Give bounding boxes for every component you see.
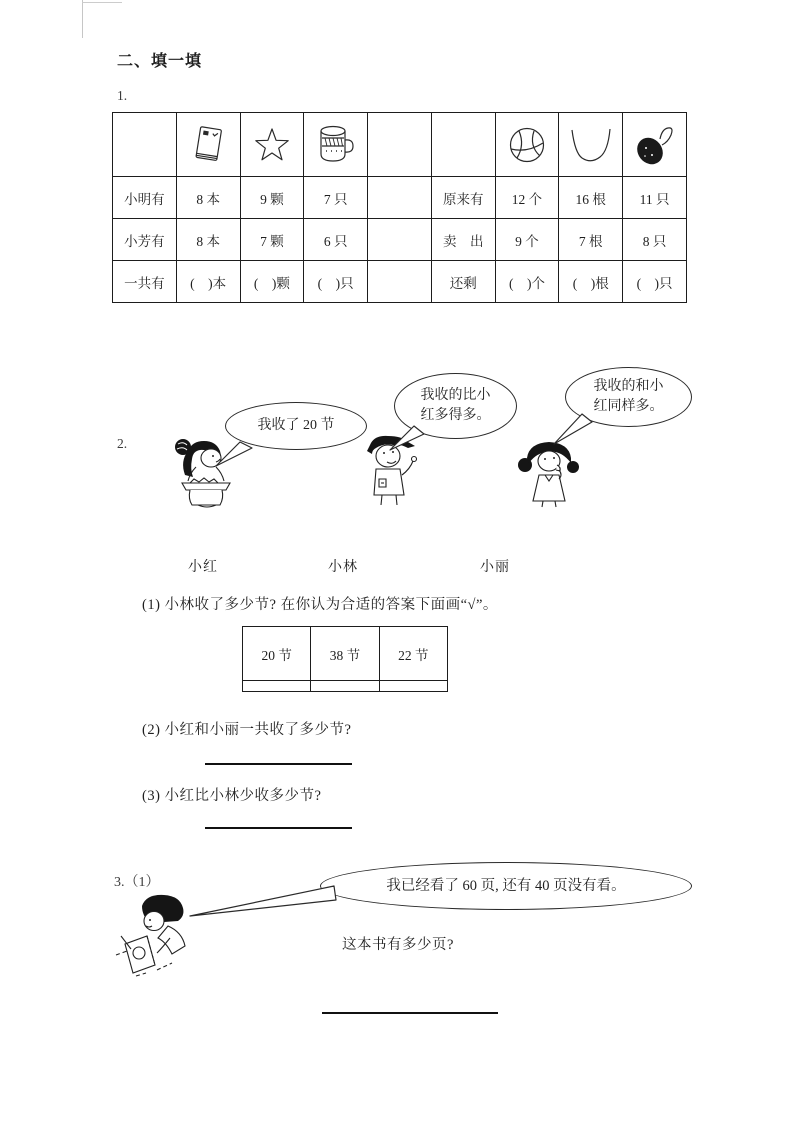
question3-number: 3.（1） [114, 875, 160, 890]
table-cell: 原来有 [431, 177, 495, 219]
bubble-text: 红同样多。 [593, 399, 664, 414]
bubble-text: 我已经看了 60 页, 还有 40 页没有看。 [386, 878, 626, 894]
bubble-text: 红多得多。 [420, 408, 491, 423]
table-cell: ( )只 [623, 261, 687, 303]
empty-cell [368, 177, 432, 219]
bubble-text: 我收的比小 [420, 388, 491, 403]
bubble-tail [384, 424, 428, 454]
section-heading: 二、填一填 [117, 53, 203, 70]
name-label-xiaoli: 小丽 [480, 560, 510, 575]
bubble-tail [188, 880, 340, 924]
question1-number: 1. [117, 88, 128, 103]
scan-artifact-line [82, 0, 83, 38]
empty-cell [368, 261, 432, 303]
table-cell: ( )个 [495, 261, 559, 303]
option-cell: 22 节 [379, 627, 447, 681]
table-cell: 7 根 [559, 219, 623, 261]
empty-cell [368, 219, 432, 261]
basketball-icon [495, 113, 559, 177]
table-cell: ( )只 [304, 261, 368, 303]
table-cell: 11 只 [623, 177, 687, 219]
check-cell [379, 681, 447, 692]
table-cell: ( )根 [559, 261, 623, 303]
table-cell: 16 根 [559, 177, 623, 219]
scan-artifact-line [82, 2, 122, 3]
paddle-icon [623, 113, 687, 177]
name-label-xiaolin: 小林 [328, 560, 358, 575]
question2-part1: (1) 小林收了多少节? 在你认为合适的答案下面画“√”。 [142, 597, 498, 613]
table-cell: 9 个 [495, 219, 559, 261]
rope-icon [559, 113, 623, 177]
speech-bubble-reading-boy [320, 862, 692, 910]
answer-line [205, 745, 352, 765]
answer-line [205, 809, 352, 829]
empty-cell [368, 113, 432, 177]
table-row [113, 177, 687, 219]
table-cell: 一共有 [113, 261, 177, 303]
table-cell: 7 颗 [240, 219, 304, 261]
table-cell: ( )颗 [240, 261, 304, 303]
question3-text: 这本书有多少页? [342, 937, 454, 953]
table-cell: 8 本 [176, 177, 240, 219]
question2-part2: (2) 小红和小丽一共收了多少节? [142, 722, 352, 738]
bubble-text: 我收的和小 [593, 379, 664, 394]
table-cell: ( )本 [176, 261, 240, 303]
table-cell: 小芳有 [113, 219, 177, 261]
fill-in-table [112, 112, 687, 303]
answer-options-table [242, 626, 448, 692]
check-cell [311, 681, 379, 692]
table-cell: 8 只 [623, 219, 687, 261]
option-cell: 20 节 [243, 627, 311, 681]
check-cell [243, 681, 311, 692]
table-cell: 还剩 [431, 261, 495, 303]
table-cell: 9 颗 [240, 177, 304, 219]
table-cell: 卖 出 [431, 219, 495, 261]
bubble-tail [212, 440, 258, 470]
table-cell: 12 个 [495, 177, 559, 219]
table-row [113, 219, 687, 261]
cup-icon [304, 113, 368, 177]
star-icon [240, 113, 304, 177]
empty-cell [431, 113, 495, 177]
bubble-tail [546, 410, 596, 448]
answer-line [322, 994, 498, 1014]
question2-part3: (3) 小红比小林少收多少节? [142, 788, 322, 804]
notebook-icon [176, 113, 240, 177]
empty-cell [113, 113, 177, 177]
table-cell: 8 本 [176, 219, 240, 261]
table-cell: 6 只 [304, 219, 368, 261]
option-cell: 38 节 [311, 627, 379, 681]
table-cell: 7 只 [304, 177, 368, 219]
name-label-xiaohong: 小红 [188, 560, 218, 575]
table-row [113, 261, 687, 303]
bubble-text: 我收了 20 节 [257, 418, 335, 433]
table-cell: 小明有 [113, 177, 177, 219]
question2-number: 2. [117, 436, 128, 451]
